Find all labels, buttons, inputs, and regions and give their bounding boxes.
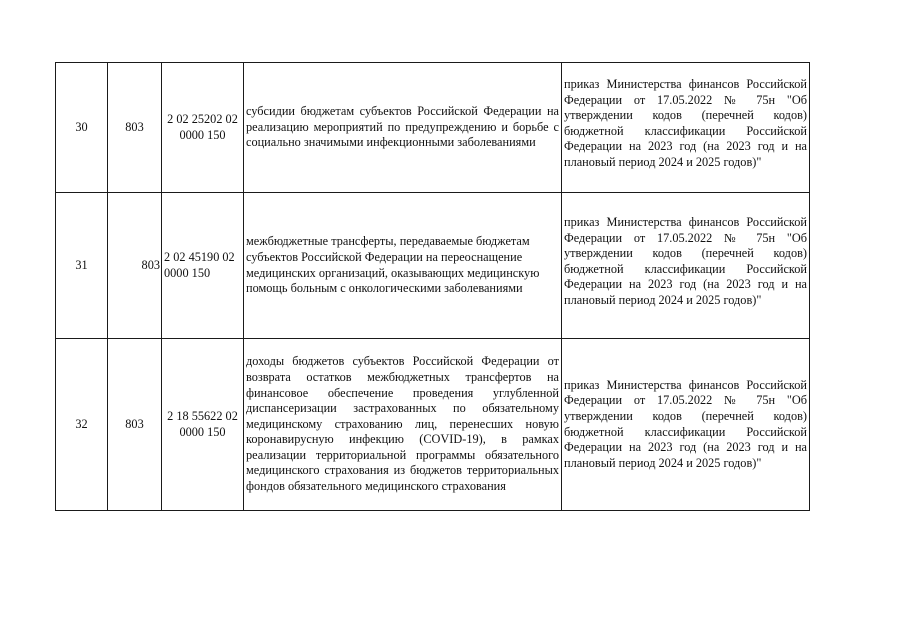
budget-codes-table-page [55, 62, 809, 511]
budget-codes-table [55, 62, 810, 511]
table-row [56, 193, 810, 339]
revenue-name: межбюджетные трансферты, передаваемые бюджетам субъектов Российской Федерации на переоснащение медицинских организаций, оказывающих медицинскую помощь больным с онкологическими заболеваниями [244, 193, 562, 339]
budget-code-line2: 0000 150 [164, 265, 211, 280]
table-row [56, 339, 810, 511]
revenue-name: субсидии бюджетам субъектов Российской Федерации на реализацию мероприятий по предупреждению и борьбе с социально значимыми инфекционными заболеваниями [244, 63, 562, 193]
admin-code: 803 [108, 339, 162, 511]
budget-code-line2: 0000 150 [179, 127, 226, 142]
budget-code-line1: 2 02 45190 02 [164, 249, 235, 264]
table-row [56, 63, 810, 193]
revenue-name: доходы бюджетов субъектов Российской Федерации от возврата остатков межбюджетных трансфертов на финансовое обеспечение проведения углубленной диспансеризации застрахованных по обязательному медицинскому страхованию лиц, перенесших новую коронавирусную инфекцию (COVID-19), в рамках реализации территориальной программы обязательного медицинского страхования из бюджетов территориальных фондов обязательного медицинского страхования [244, 339, 562, 511]
legal-basis: приказ Министерства финансов Российской Федерации от 17.05.2022 № 75н "Об утверждении кодов (перечней кодов) бюджетной классификации Российской Федерации на 2023 год (на 2023 год и на плановый период 2024 и 2025 годов)" [562, 193, 810, 339]
budget-code [162, 193, 244, 339]
budget-code [162, 63, 244, 193]
admin-code: 803 [108, 193, 162, 339]
budget-code-line2: 0000 150 [179, 424, 226, 439]
row-number: 31 [56, 193, 108, 339]
admin-code: 803 [108, 63, 162, 193]
legal-basis: приказ Министерства финансов Российской Федерации от 17.05.2022 № 75н "Об утверждении кодов (перечней кодов) бюджетной классификации Российской Федерации на 2023 год (на 2023 год и на плановый период 2024 и 2025 годов)" [562, 339, 810, 511]
budget-code-line1: 2 18 55622 02 [167, 408, 238, 423]
row-number: 32 [56, 339, 108, 511]
legal-basis: приказ Министерства финансов Российской Федерации от 17.05.2022 № 75н "Об утверждении кодов (перечней кодов) бюджетной классификации Российской Федерации на 2023 год (на 2023 год и на плановый период 2024 и 2025 годов)" [562, 63, 810, 193]
budget-code [162, 339, 244, 511]
row-number: 30 [56, 63, 108, 193]
budget-code-line1: 2 02 25202 02 [167, 111, 238, 126]
